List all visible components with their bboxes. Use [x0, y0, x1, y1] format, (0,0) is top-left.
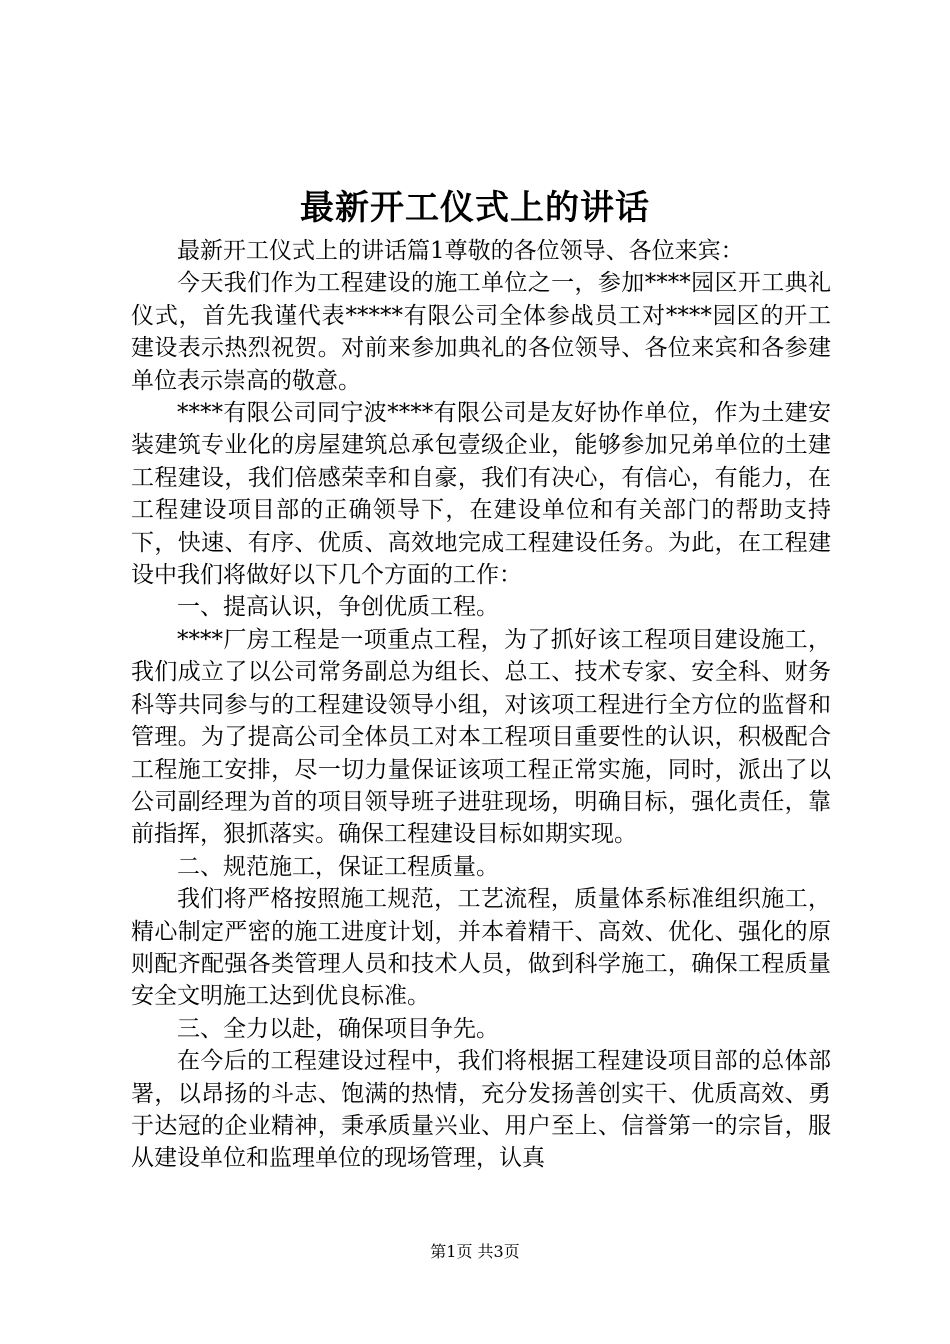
paragraph-section-3: 在今后的工程建设过程中，我们将根据工程建设项目部的总体部署，以昂扬的斗志、饱满的热情，充分发扬善创实干、优质高效、勇于达冠的企业精神，秉承质量兴业、用户至上、信誉第一的宗旨，服从建设单位和监理单位的现场管理，认真: [131, 1048, 831, 1172]
document-title: 最新开工仪式上的讲话: [300, 188, 650, 228]
section-heading-2: 二、规范施工，保证工程质量。: [177, 853, 499, 880]
paragraph-opening: 今天我们作为工程建设的施工单位之一，参加****园区开工典礼仪式，首先我谨代表*****有限公司全体参战员工对****园区的开工建设表示热烈祝贺。对前来参加典礼的各位领导、各位来宾和各参建单位表示崇高的敬意。: [131, 270, 831, 394]
section-heading-3: 三、全力以赴，确保项目争先。: [177, 1015, 499, 1042]
document-body: [131, 235, 831, 1175]
paragraph-section-1: ****厂房工程是一项重点工程，为了抓好该工程项目建设施工，我们成立了以公司常务副总为组长、总工、技术专家、安全科、财务科等共同参与的工程建设领导小组，对该项工程进行全方位的监督和管理。为了提高公司全体员工对本工程项目重要性的认识，积极配合工程施工安排，尽一切力量保证该项工程正常实施，同时，派出了以公司副经理为首的项目领导班子进驻现场，明确目标，强化责任，靠前指挥，狠抓落实。确保工程建设目标如期实现。: [131, 626, 831, 848]
page-footer: 第1页 共3页: [430, 1242, 520, 1261]
paragraph-section-2: 我们将严格按照施工规范，工艺流程，质量体系标准组织施工，精心制定严密的施工进度计划，并本着精干、高效、优化、强化的原则配齐配强各类管理人员和技术人员，做到科学施工，确保工程质量安全文明施工达到优良标准。: [131, 886, 831, 1010]
paragraph-company-intro: ****有限公司同宁波****有限公司是友好协作单位，作为土建安装建筑专业化的房屋建筑总承包壹级企业，能够参加兄弟单位的土建工程建设，我们倍感荣幸和自豪，我们有决心，有信心，有能力，在工程建设项目部的正确领导下，在建设单位和有关部门的帮助支持下，快速、有序、优质、高效地完成工程建设任务。为此，在工程建设中我们将做好以下几个方面的工作：: [131, 400, 831, 589]
section-heading-1: 一、提高认识，争创优质工程。: [177, 594, 499, 621]
paragraph-salutation: 最新开工仪式上的讲话篇1尊敬的各位领导、各位来宾：: [177, 238, 744, 264]
